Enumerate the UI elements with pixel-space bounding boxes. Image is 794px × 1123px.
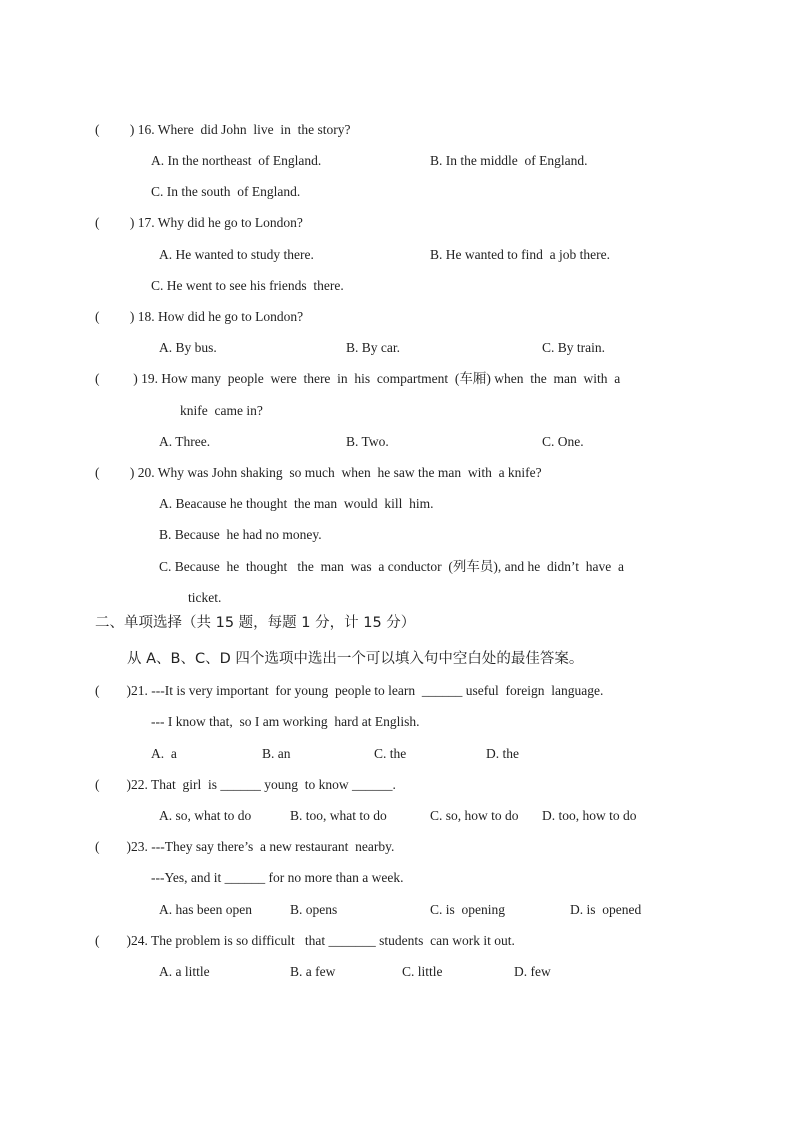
question-18-stem: ( ) 18. How did he go to London? xyxy=(95,309,304,324)
question-16-option-a: A. In the northeast of England. xyxy=(151,153,322,168)
question-17-option-c: C. He went to see his friends there. xyxy=(151,278,344,293)
question-24-option-a: A. a little xyxy=(159,964,210,979)
question-22-stem: ( )22. That girl is ______ young to know ______. xyxy=(95,777,396,792)
question-23-reply: ---Yes, and it ______ for no more than a week. xyxy=(151,870,404,885)
question-23-stem: ( )23. ---They say there’s a new restaurant nearby. xyxy=(95,839,395,854)
section-2-title: 二、单项选择（共 15 题，每题 1 分，计 15 分） xyxy=(95,615,416,631)
question-20-option-a: A. Beacause he thought the man would kill him. xyxy=(159,496,434,511)
question-23-option-d: D. is opened xyxy=(570,902,642,917)
question-23-option-c: C. is opening xyxy=(430,902,506,917)
section-2-instruction: 从 A、B、C、D 四个选项中选出一个可以填入句中空白处的最佳答案。 xyxy=(127,651,584,667)
question-24-option-b: B. a few xyxy=(290,964,336,979)
question-19-stem-continued: knife came in? xyxy=(180,403,263,418)
question-16-stem: ( ) 16. Where did John live in the story? xyxy=(95,122,351,137)
question-24-stem: ( )24. The problem is so difficult that _______ students can work it out. xyxy=(95,933,515,948)
question-20-option-c: C. Because he thought the man was a conductor (列车员), and he didn’t have a xyxy=(159,559,625,574)
question-21-option-a: A. a xyxy=(151,746,177,761)
question-16-option-c: C. In the south of England. xyxy=(151,184,301,199)
question-22-option-c: C. so, how to do xyxy=(430,808,519,823)
question-23-option-b: B. opens xyxy=(290,902,338,917)
question-21-stem: ( )21. ---It is very important for young people to learn ______ useful foreign language. xyxy=(95,683,604,698)
question-16-option-b: B. In the middle of England. xyxy=(430,153,588,168)
question-21-reply: --- I know that, so I am working hard at English. xyxy=(151,714,420,729)
question-18-option-a: A. By bus. xyxy=(159,340,217,355)
question-22-option-b: B. too, what to do xyxy=(290,808,387,823)
question-17-option-b: B. He wanted to find a job there. xyxy=(430,247,610,262)
question-21-option-c: C. the xyxy=(374,746,407,761)
question-17-option-a: A. He wanted to study there. xyxy=(159,247,314,262)
question-21-option-b: B. an xyxy=(262,746,291,761)
question-19-option-a: A. Three. xyxy=(159,434,211,449)
question-20-stem: ( ) 20. Why was John shaking so much when he saw the man with a knife? xyxy=(95,465,542,480)
question-20-option-c-continued: ticket. xyxy=(188,590,222,605)
question-22-option-d: D. too, how to do xyxy=(542,808,637,823)
question-19-option-b: B. Two. xyxy=(346,434,389,449)
question-19-option-c: C. One. xyxy=(542,434,584,449)
question-20-option-b: B. Because he had no money. xyxy=(159,527,322,542)
question-24-option-c: C. little xyxy=(402,964,443,979)
question-18-option-c: C. By train. xyxy=(542,340,605,355)
question-19-stem: ( ) 19. How many people were there in his compartment (车厢) when the man with a xyxy=(95,371,621,386)
question-21-option-d: D. the xyxy=(486,746,519,761)
question-23-option-a: A. has been open xyxy=(159,902,252,917)
question-24-option-d: D. few xyxy=(514,964,551,979)
question-18-option-b: B. By car. xyxy=(346,340,400,355)
question-22-option-a: A. so, what to do xyxy=(159,808,252,823)
question-17-stem: ( ) 17. Why did he go to London? xyxy=(95,215,303,230)
